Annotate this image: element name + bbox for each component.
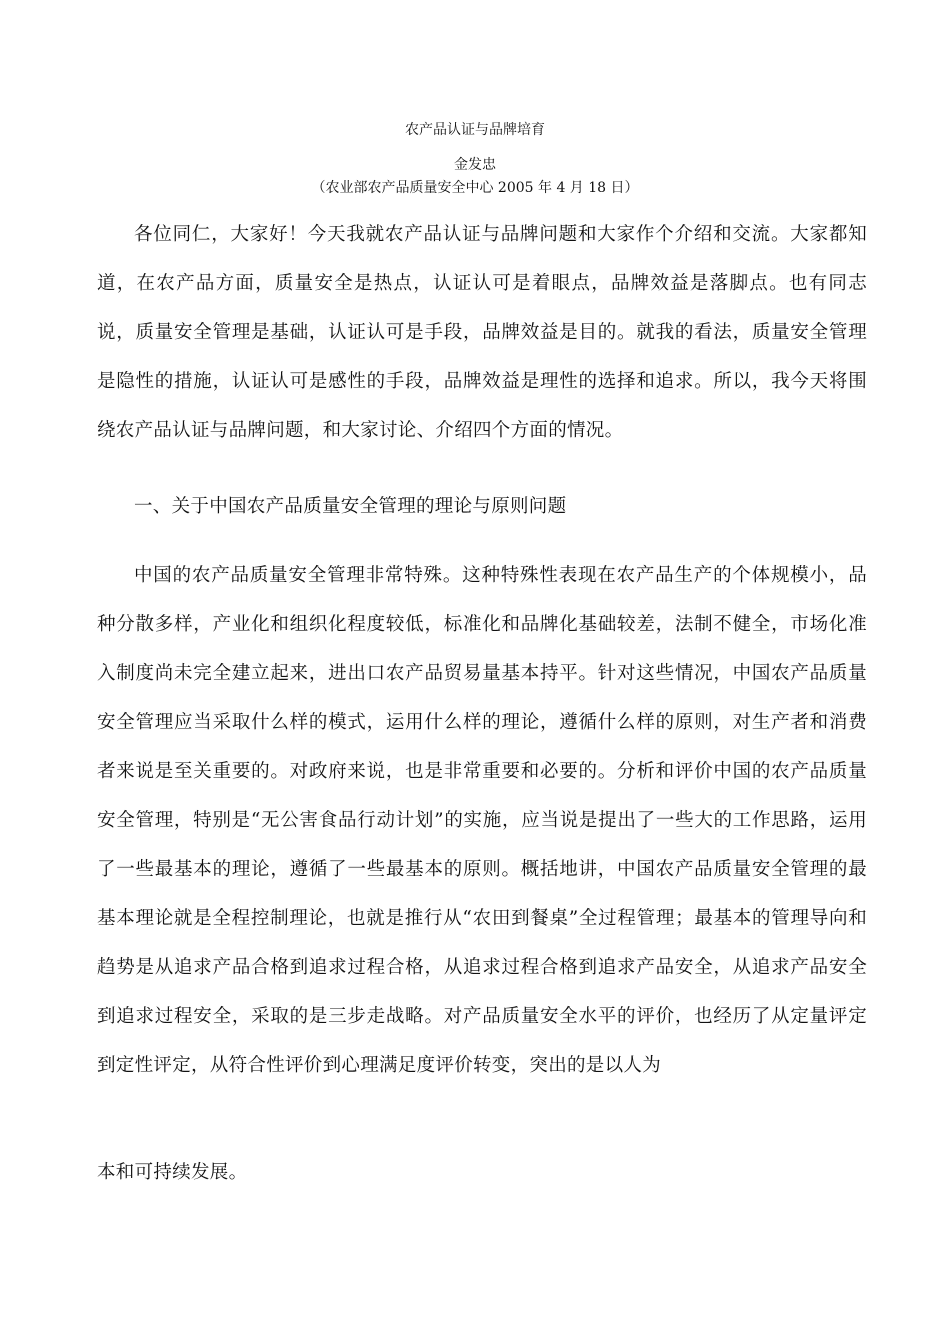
section-paragraph: 中国的农产品质量安全管理非常特殊。这种特殊性表现在农产品生产的个体规模小，品种分散多样，产业化和组织化程度较低，标准化和品牌化基础较差，法制不健全，市场化准入制度尚未完全建立起来，进出口农产品贸易量基本持平。针对这些情况，中国农产品质量安全管理应当采取什么样的模式，运用什么样的理论，遵循什么样的原则，对生产者和消费者来说是至关重要的。对政府来说，也是非常重要和必要的。分析和评价中国的农产品质量安全管理，特别是“无公害食品行动计划”的实施，应当说是提出了一些大的工作思路，运用了一些最基本的理论，遵循了一些最基本的原则。概括地讲，中国农产品质量安全管理的最基本理论就是全程控制理论，也就是推行从“农田到餐桌”全过程管理；最基本的管理导向和趋势是从追求产品合格到追求过程合格，从追求过程合格到追求产品安全，从追求产品安全到追求过程安全，采取的是三步走战略。对产品质量安全水平的评价，也经历了从定量评定到定性评定，从符合性评价到心理满足度评价转变，突出的是以人为 — [97, 565, 867, 1076]
author-affiliation: （农业部农产品质量安全中心 2005 年 4 月 18 日） — [311, 180, 639, 196]
paragraph-continuation: 本和可持续发展。 — [97, 1162, 248, 1183]
intro-paragraph: 各位同仁，大家好！今天我就农产品认证与品牌问题和大家作个介绍和交流。大家都知道，在农产品方面，质量安全是热点，认证认可是着眼点，品牌效益是落脚点。也有同志说，质量安全管理是基础，认证认可是手段，品牌效益是目的。就我的看法，质量安全管理是隐性的措施，认证认可是感性的手段，品牌效益是理性的选择和追求。所以，我今天将围绕农产品认证与品牌问题，和大家讨论、介绍四个方面的情况。 — [97, 224, 867, 441]
document-title: 农产品认证与品牌培育 — [405, 122, 545, 138]
section-heading: 一、关于中国农产品质量安全管理的理论与原则问题 — [134, 496, 567, 517]
author-name: 金发忠 — [454, 157, 496, 173]
